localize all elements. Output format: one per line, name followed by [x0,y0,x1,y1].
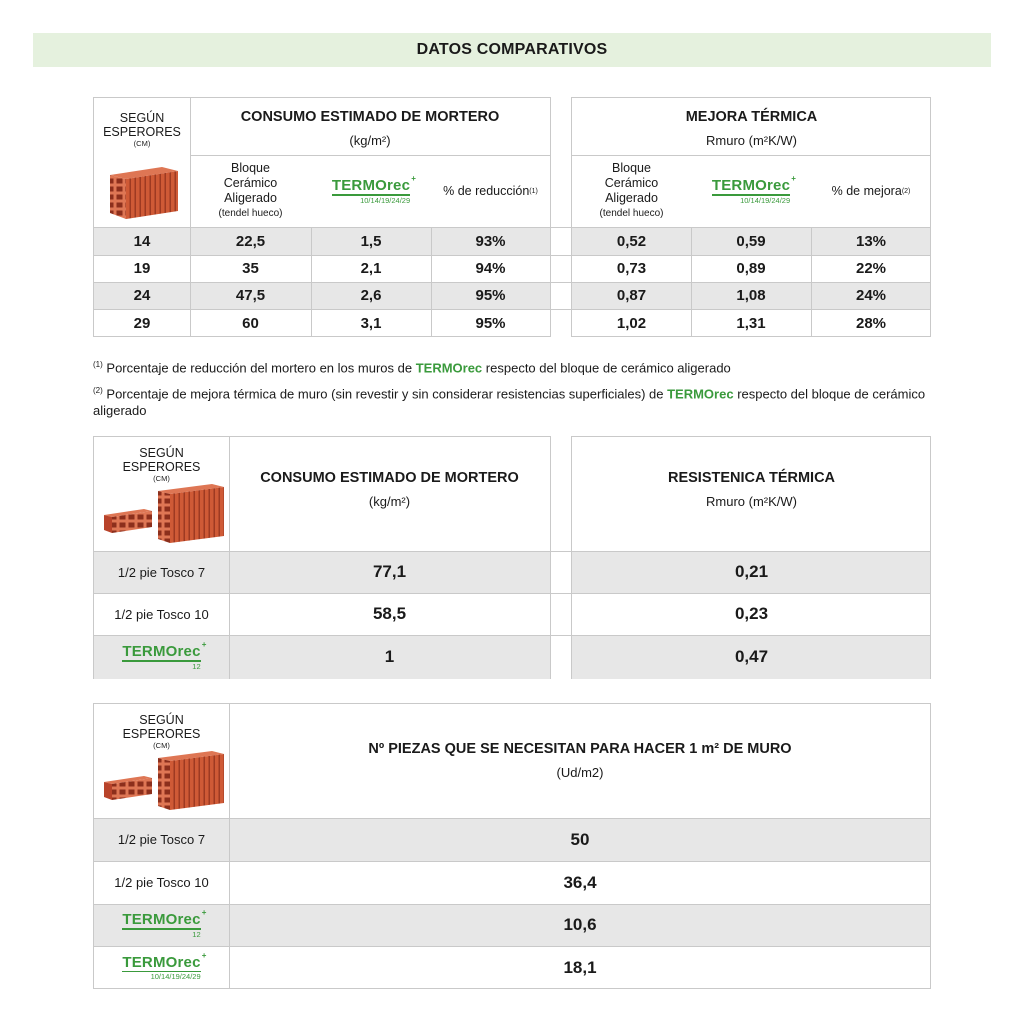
mortar-resistance-table [93,436,931,679]
mortar-cell: 77,1 [372,562,407,581]
termorec-r-cell: 1,08 [736,287,766,304]
thickness-header: SEGÚN ESPERORES (CM) [122,712,201,750]
ceramic-block-image [106,161,180,221]
pieces-cell: 50 [570,829,590,849]
col-termorec-thermal [691,158,811,224]
thermal-resistance-header: RESISTENICA TÉRMICA Rmuro (m²K/W) [667,469,836,509]
block-mortar-cell: 35 [242,260,259,277]
col-block-line2: Cerámico [223,176,278,190]
thickness-header-line1: SEGÚN [119,110,165,125]
thermal-improvement-header [572,104,931,152]
improvement-cell: 24% [855,287,887,304]
resistance-cell: 0,21 [734,562,769,581]
termorec-mortar-cell: 2,6 [360,287,382,304]
reduction-cell: 95% [475,314,506,332]
pieces-cell: 36,4 [563,872,597,892]
mortar-cell: 58,5 [372,604,407,623]
block-r-cell: 0,73 [616,260,647,277]
thickness-header [94,108,190,150]
resistance-cell: 0,47 [734,647,769,666]
col-termorec [311,158,431,224]
solid-bricks-image [100,748,226,812]
termorec-mortar-cell: 1,5 [360,232,382,250]
page-title-banner [33,33,991,67]
termorec-mortar-cell: 3,1 [360,314,382,332]
row-label: 1/2 pie Tosco 10 [114,606,209,622]
thickness-cell: 19 [133,260,151,277]
improvement-cell: 13% [855,232,887,250]
termorec-logo: TERMOrec + 10/14/19/24/29 [122,950,207,981]
row-label-logo [94,904,229,946]
mortar-cell: 1 [384,647,395,666]
row-label: 1/2 pie Tosco 7 [117,564,206,580]
mortar-consumption-unit: (kg/m²) [349,132,391,148]
col-block-line1: Bloque [231,161,270,175]
footnote-2: $^{(2)}$ Porcentaje de mejora térmica de muro (sin revestir y sin considerar resistencias superficiales) de TERMOrec respecto del bloque de cerámico aligerado [93,386,926,419]
improvement-cell: 22% [855,260,887,277]
block-mortar-cell: 22,5 [235,232,266,250]
termorec-logo: TERMOrec + 12 [122,640,207,671]
block-r-cell: 1,02 [616,314,647,332]
mortar-thermal-comparison-table [93,97,931,337]
thickness-header-unit: (CM) [133,138,151,148]
thermal-improvement-title: MEJORA TÉRMICA [685,108,818,125]
pieces-cell: 10,6 [563,915,597,934]
termorec-logo: TERMOrec + 10/14/19/24/29 [711,174,797,205]
row-label: 1/2 pie Tosco 10 [114,875,209,890]
pieces-header: Nº PIEZAS QUE SE NECESITAN PARA HACER 1 m² DE MURO (Ud/m2) [368,740,792,780]
reduction-cell: 94% [475,260,506,277]
termorec-logo: TERMOrec + 10/14/19/24/29 [331,174,417,205]
block-r-cell: 0,52 [616,232,647,250]
termorec-r-cell: 0,59 [736,232,766,250]
thickness-header-line2: ESPERORES [103,124,181,139]
footnote-1: $^{(1)}$ Porcentaje de reducción del mortero en los muros de TERMOrec respecto del bloque de cerámico aligerado [93,360,731,376]
reduction-cell: 95% [475,287,506,304]
mortar-consumption-title: CONSUMO ESTIMADO DE MORTERO [240,108,500,125]
termorec-r-cell: 0,89 [736,260,766,277]
block-r-cell: 0,87 [616,287,647,304]
termorec-r-cell: 1,31 [736,314,766,332]
thickness-cell: 29 [133,314,151,332]
reduction-cell: 93% [475,232,506,250]
pieces-per-m2-table [93,703,931,989]
thickness-cell: 14 [133,232,151,250]
termorec-mortar-cell: 2,1 [360,260,382,277]
solid-bricks-image [100,481,226,545]
col-ceramic-block [190,158,311,224]
thickness-cell: 24 [133,287,151,304]
block-mortar-cell: 47,5 [235,287,266,304]
row-label-logo [94,946,229,989]
row-label-logo [94,635,229,679]
mortar-consumption-header: CONSUMO ESTIMADO DE MORTERO (kg/m²) [260,469,519,509]
col-reduction: % de reducción (1) [443,183,538,198]
improvement-cell: 28% [855,314,887,332]
col-block-line3: Aligerado [224,191,277,205]
termorec-logo: TERMOrec + 12 [122,908,207,939]
thickness-header: SEGÚN ESPERORES (CM) [122,445,201,483]
col-block-line4: (tendel hueco) [218,208,283,219]
thermal-improvement-unit: Rmuro (m²K/W) [706,132,797,148]
mortar-consumption-header [190,104,550,152]
resistance-cell: 0,23 [734,604,769,623]
pieces-cell: 18,1 [563,957,597,977]
page-title: DATOS COMPARATIVOS [416,41,608,58]
col-improvement: % de mejora (2) [831,183,911,198]
col-ceramic-block-thermal: Bloque Cerámico Aligerado (tendel hueco) [599,161,664,219]
block-mortar-cell: 60 [242,314,259,332]
row-label: 1/2 pie Tosco 7 [117,832,206,847]
